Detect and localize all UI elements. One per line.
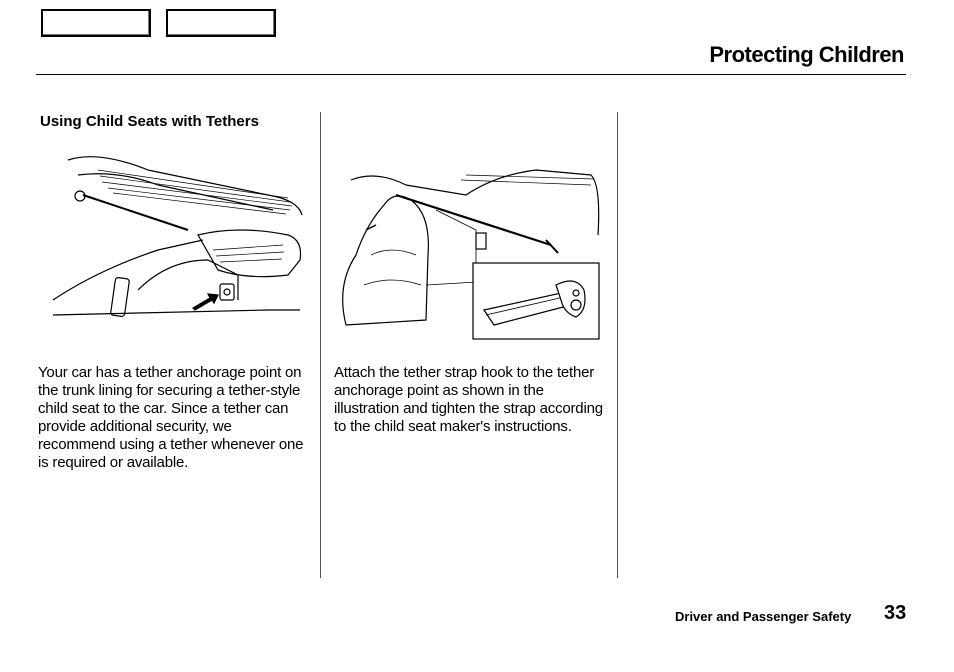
page-title: Protecting Children — [709, 42, 904, 67]
tether-strap-illustration — [336, 145, 604, 345]
footer-section-name: Driver and Passenger Safety — [675, 609, 852, 624]
title-rule — [36, 74, 906, 75]
next-page-button[interactable] — [166, 9, 276, 37]
left-column-text: Your car has a tether anchorage point on the trunk lining for securing a tether-style child seat to the car. Since a tether can provide additional security, we recommend using a tether whenever one is required or available. — [38, 364, 304, 471]
section-heading: Using Child Seats with Tethers — [40, 113, 259, 130]
page-number: 33 — [884, 602, 907, 624]
previous-page-button[interactable] — [41, 9, 151, 37]
trunk-anchorage-illustration — [38, 140, 306, 345]
right-column-text: Attach the tether strap hook to the tether anchorage point as shown in the illustration and tighten the strap according to the child seat maker's instructions. — [334, 364, 603, 435]
column-divider-1 — [320, 112, 321, 578]
column-divider-2 — [617, 112, 618, 578]
